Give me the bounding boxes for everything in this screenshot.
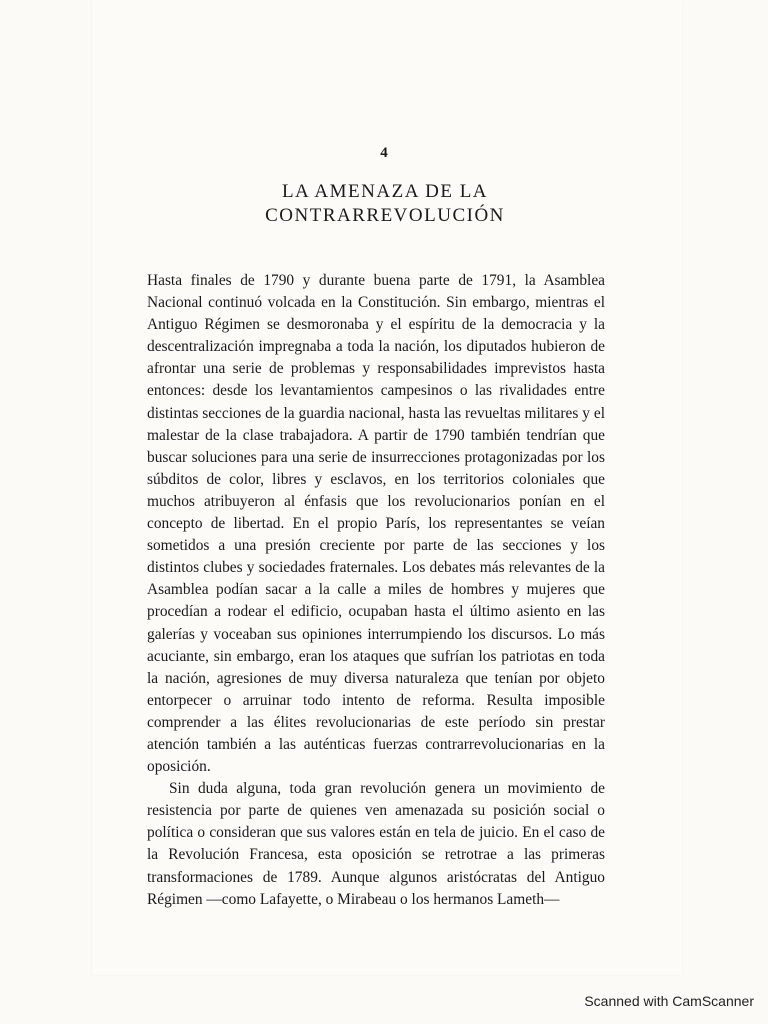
- chapter-number: 4: [380, 145, 388, 161]
- paragraph: Sin duda alguna, toda gran revolución genera un movimiento de resistencia por parte de quienes ven amenazada su posición social o política o consideran que sus valores están en tela de juicio. En el caso de la Revolución Francesa, esta oposición se retrotrae a las primeras transformaciones de 1789. Aunque algunos aristócratas del Antiguo Régimen —como Lafayette, o Mirabeau o los hermanos Lameth—: [147, 780, 605, 908]
- body-text: [147, 270, 605, 911]
- chapter-title-line-1: LA AMENAZA DE LA: [281, 181, 489, 202]
- paragraph: Hasta finales de 1790 y durante buena parte de 1791, la Asamblea Nacional continuó volcada en la Constitución. Sin embargo, mientras el Antiguo Régimen se desmoronaba y el espíritu de la democracia y la descentralización impregnaba a toda la nación, los diputados hubieron de afrontar una serie de problemas y responsabilidades imprevistos hasta entonces: desde los levantamientos campesinos o las rivalidades entre distintas secciones de la guardia nacional, hasta las revueltas militares y el malestar de la clase trabajadora. A partir de 1790 también tendrían que buscar soluciones para una serie de insurrecciones protagonizadas por los súbditos de color, libres y esclavos, en los territorios coloniales que muchos atribuyeron al énfasis que los revolucionarios ponían en el concepto de libertad. En el propio París, los representantes se veían sometidos a una presión creciente por parte de las secciones y los distintos clubes y sociedades fraternales. Los debates más relevantes de la Asamblea podían sacar a la calle a miles de hombres y mujeres que procedían a rodear el edificio, ocupaban hasta el último asiento en las galerías y voceaban sus opiniones interrumpiendo los discursos. Lo más acuciante, sin embargo, eran los ataques que sufrían los patriotas en toda la nación, agresiones de muy diversa naturaleza que tenían por objeto entorpecer o arruinar todo intento de reforma. Resulta imposible comprender a las élites revolucionarias de este período sin prestar atención también a las auténticas fuerzas contrarrevolucionarias en la oposición.: [147, 272, 605, 776]
- scanner-watermark: Scanned with CamScanner: [584, 993, 754, 1009]
- chapter-title: [180, 180, 590, 228]
- chapter-title-line-2: CONTRARREVOLUCIÓN: [265, 205, 505, 226]
